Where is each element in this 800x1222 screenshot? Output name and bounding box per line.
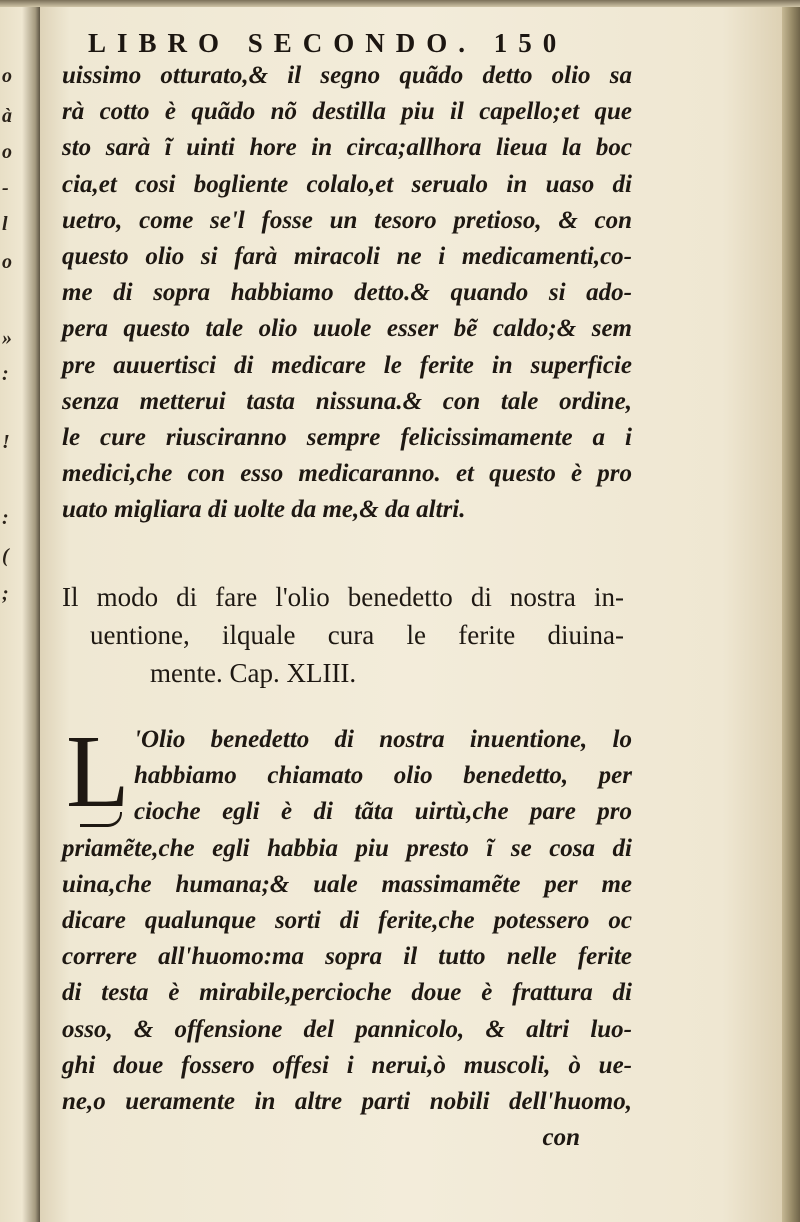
text-line: habbiamo chiamato olio benedetto, per: [134, 762, 632, 790]
text-line: le cure riusciranno sempre felicissimamente a i: [62, 423, 632, 451]
text-line: sto sarà ĩ uinti hore in circa;allhora lieua la boc: [62, 134, 632, 162]
heading-line: mente. Cap. XLIII.: [150, 658, 357, 688]
page-top-edge: [0, 0, 800, 7]
text-line: ghi doue fossero offesi i nerui,ò muscoli, ò ue-: [62, 1051, 632, 1079]
text-line: pre auuertisci di medicare le ferite in superficie: [62, 351, 632, 379]
margin-fragment: ;: [2, 583, 9, 605]
margin-fragment: o: [2, 141, 12, 163]
margin-fragment: o: [2, 65, 12, 87]
text-line: medici,che con esso medicaranno. et questo è pro: [62, 460, 632, 488]
chapter-heading: [62, 578, 624, 692]
text-line: questo olio si farà miracoli ne i medicamenti,co-: [62, 242, 632, 270]
catchword: con: [542, 1124, 580, 1152]
running-header: LIBRO SECONDO. 150: [88, 28, 568, 58]
text-line: me di sopra habbiamo detto.& quando si ado-: [62, 279, 632, 307]
drop-cap-letter: L: [66, 714, 130, 829]
text-line: di testa è mirabile,percioche doue è frattura di: [62, 979, 632, 1007]
text-line: 'Olio benedetto di nostra inuentione, lo: [134, 726, 632, 753]
margin-fragment: »: [2, 327, 12, 349]
margin-fragment: à: [2, 105, 12, 127]
paragraph-2: [62, 714, 632, 1156]
text-line: pera questo tale olio uuole esser bẽ caldo;& sem: [62, 315, 632, 343]
previous-page-edge: [0, 0, 40, 1222]
text-line: dicare qualunque sorti di ferite,che potessero oc: [62, 906, 632, 934]
paragraph-1: [62, 58, 632, 528]
heading-line: Il modo di fare l'olio benedetto di nostra in-: [62, 582, 624, 612]
margin-fragment: o: [2, 251, 12, 273]
text-line: uato migliara di uolte da me,& da altri.: [62, 496, 466, 524]
text-line: cioche egli è di tãta uirtù,che pare pro: [134, 798, 632, 826]
text-line: cia,et cosi bogliente colalo,et serualo in uaso di: [62, 170, 632, 198]
margin-fragment: !: [2, 431, 10, 453]
text-line: correre all'huomo:ma sopra il tutto nelle ferite: [62, 943, 632, 971]
text-line: priamẽte,che egli habbia piu presto ĩ se cosa di: [62, 834, 632, 862]
margin-fragment: :: [2, 363, 9, 385]
margin-fragment: :: [2, 507, 9, 529]
margin-fragment: l: [2, 213, 8, 235]
text-line: osso, & offensione del pannicolo, & altri luo-: [62, 1015, 632, 1043]
heading-line: uentione, ilquale cura le ferite diuina-: [90, 620, 624, 650]
page-right-edge: [782, 0, 800, 1222]
text-line: senza metterui tasta nissuna.& con tale ordine,: [62, 387, 632, 415]
text-line: rà cotto è quãdo nõ destilla piu il capello;et que: [62, 98, 632, 126]
text-line: uina,che humana;& uale massimamẽte per me: [62, 870, 632, 898]
text-line: ne,o ueramente in altre parti nobili dell'huomo,: [62, 1087, 632, 1115]
text-line: uetro, come se'l fosse un tesoro pretioso, & con: [62, 206, 632, 234]
margin-fragment: -: [2, 177, 9, 199]
text-line: uissimo otturato,& il segno quãdo detto olio sa: [62, 62, 632, 89]
margin-fragment: (: [2, 545, 9, 567]
